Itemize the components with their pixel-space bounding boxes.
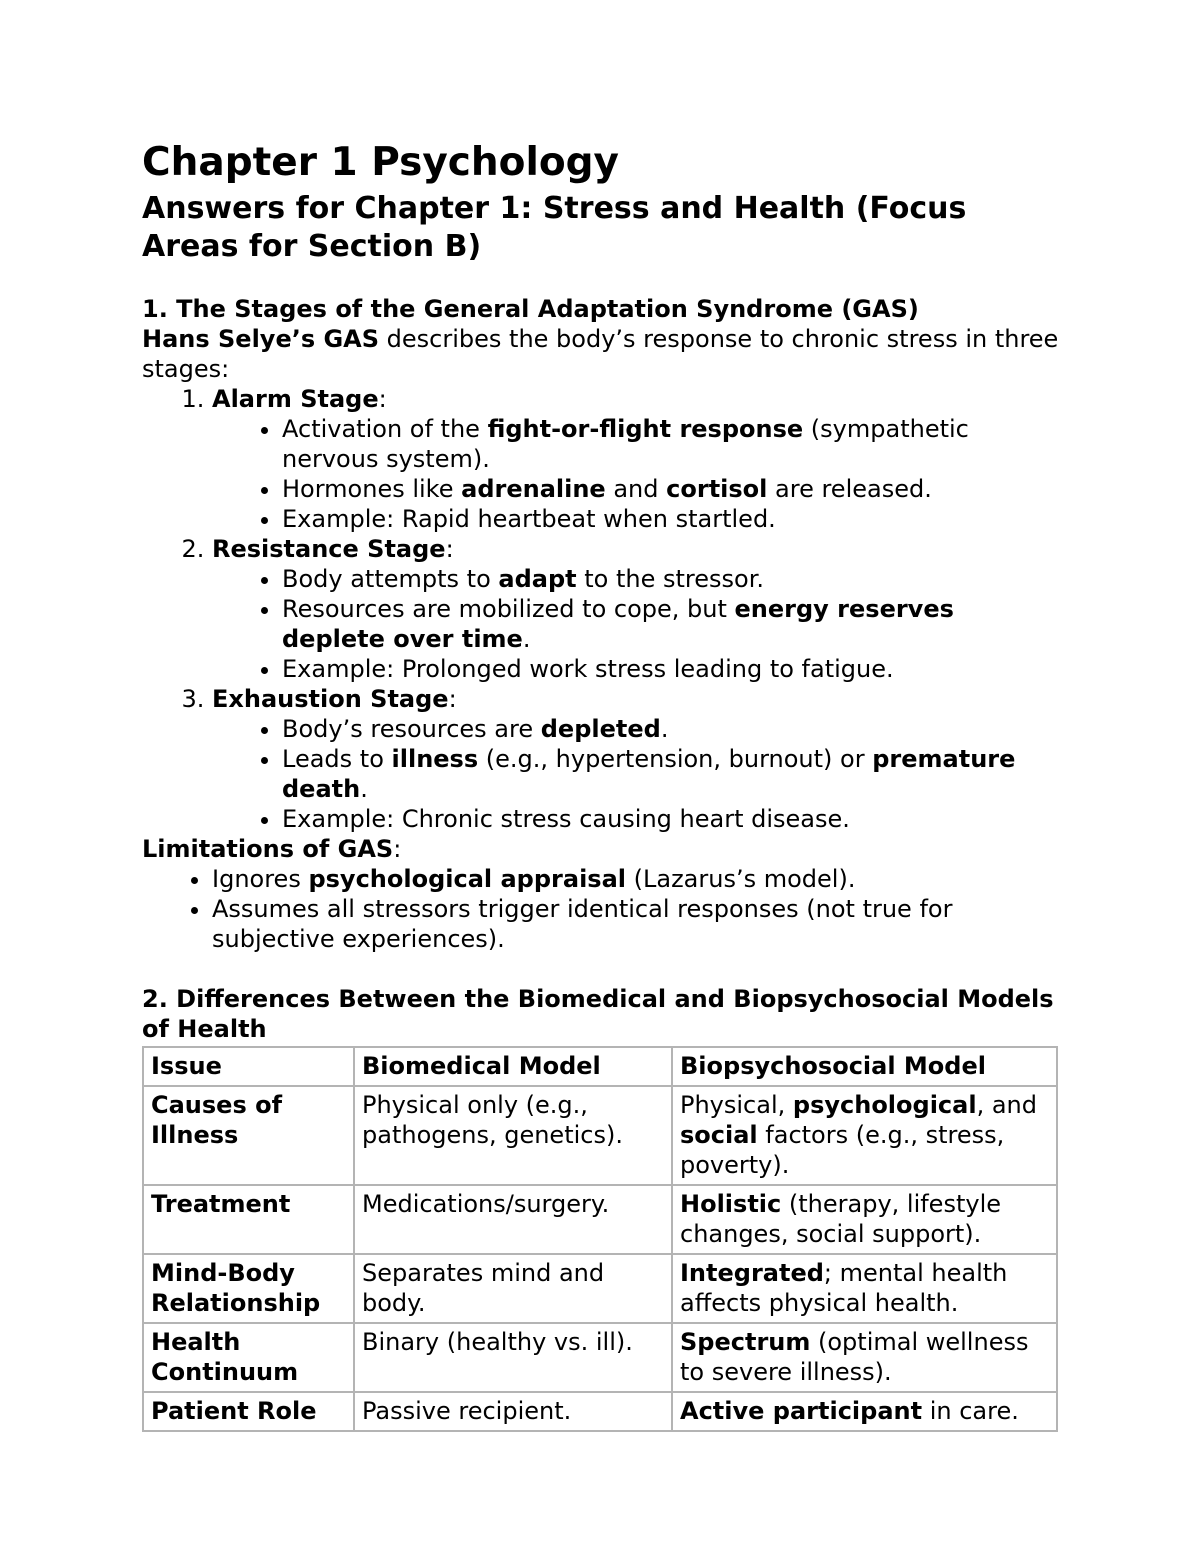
gas-intro-text: describes the body’s response to chronic stress in three stages: xyxy=(142,325,1059,383)
table-header-row xyxy=(143,1047,1057,1086)
document-page xyxy=(142,138,1062,1432)
issue-cell: Mind-Body Relationship xyxy=(143,1254,354,1323)
biopsychosocial-cell: Holistic (therapy, lifestyle changes, social support). xyxy=(672,1185,1057,1254)
bullet-item: • Body attempts to adapt to the stressor. xyxy=(282,564,1062,594)
bullet-item: • Activation of the fight-or-flight response (sympathetic nervous system). xyxy=(282,414,1062,474)
table-row xyxy=(143,1086,1057,1185)
biomedical-cell: Separates mind and body. xyxy=(354,1254,672,1323)
biomedical-cell: Physical only (e.g., pathogens, genetics). xyxy=(354,1086,672,1185)
stage-item: 2. Resistance Stage: • Body attempts to adapt to the stressor. • Resources are mobilized to cope, but energy reserves deplete over time. • Example: Prolonged work stress leading to fatigue. xyxy=(212,534,1062,684)
biomedical-cell: Passive recipient. xyxy=(354,1392,672,1431)
page-subtitle: Answers for Chapter 1: Stress and Health (Focus Areas for Section B) xyxy=(142,191,967,264)
gas-stages-list xyxy=(142,384,1062,834)
gas-intro-bold: Hans Selye’s GAS xyxy=(142,325,380,353)
limitations-heading: Limitations of GAS: xyxy=(142,835,402,863)
bullet-item: • Leads to illness (e.g., hypertension, burnout) or premature death. xyxy=(282,744,1062,804)
bullet-item: • Hormones like adrenaline and cortisol are released. xyxy=(282,474,1062,504)
stage-name: Alarm Stage xyxy=(212,385,379,413)
table-row xyxy=(143,1323,1057,1392)
column-header: Biomedical Model xyxy=(354,1047,672,1086)
table-row xyxy=(143,1185,1057,1254)
column-header: Biopsychosocial Model xyxy=(672,1047,1057,1086)
biopsychosocial-cell: Integrated; mental health affects physical health. xyxy=(672,1254,1057,1323)
section-2-heading: 2. Differences Between the Biomedical and Biopsychosocial Models of Health xyxy=(142,985,1054,1043)
limitation-item: • Assumes all stressors trigger identical responses (not true for subjective experiences). xyxy=(212,894,1062,954)
page-title: Chapter 1 Psychology xyxy=(142,140,619,185)
stage-bullets xyxy=(212,414,1062,534)
stage-name: Resistance Stage xyxy=(212,535,446,563)
limitations-list xyxy=(142,864,1062,954)
table-row xyxy=(143,1254,1057,1323)
bullet-item: • Body’s resources are depleted. xyxy=(282,714,1062,744)
biopsychosocial-cell: Active participant in care. xyxy=(672,1392,1057,1431)
bullet-item: • Example: Chronic stress causing heart disease. xyxy=(282,804,1062,834)
table-row xyxy=(143,1392,1057,1431)
limitation-item: • Ignores psychological appraisal (Lazarus’s model). xyxy=(212,864,1062,894)
stage-bullets xyxy=(212,714,1062,834)
biopsychosocial-cell: Spectrum (optimal wellness to severe illness). xyxy=(672,1323,1057,1392)
biomedical-cell: Medications/surgery. xyxy=(354,1185,672,1254)
biomedical-cell: Binary (healthy vs. ill). xyxy=(354,1323,672,1392)
stage-name: Exhaustion Stage xyxy=(212,685,449,713)
models-comparison-table xyxy=(142,1046,1058,1432)
issue-cell: Causes of Illness xyxy=(143,1086,354,1185)
issue-cell: Treatment xyxy=(143,1185,354,1254)
section-1-heading: 1. The Stages of the General Adaptation Syndrome (GAS) xyxy=(142,295,919,323)
bullet-item: • Resources are mobilized to cope, but energy reserves deplete over time. xyxy=(282,594,1062,654)
issue-cell: Health Continuum xyxy=(143,1323,354,1392)
stage-bullets xyxy=(212,564,1062,684)
issue-cell: Patient Role xyxy=(143,1392,354,1431)
bullet-item: • Example: Prolonged work stress leading to fatigue. xyxy=(282,654,1062,684)
stage-item: 1. Alarm Stage: • Activation of the fight-or-flight response (sympathetic nervous system). • Hormones like adrenaline and cortisol are released. • Example: Rapid heartbeat when startled. xyxy=(212,384,1062,534)
column-header: Issue xyxy=(143,1047,354,1086)
stage-item: 3. Exhaustion Stage: • Body’s resources are depleted. • Leads to illness (e.g., hypertension, burnout) or premature death. • Example: Chronic stress causing heart disease. xyxy=(212,684,1062,834)
biopsychosocial-cell: Physical, psychological, and social factors (e.g., stress, poverty). xyxy=(672,1086,1057,1185)
gas-intro xyxy=(142,324,1062,384)
bullet-item: • Example: Rapid heartbeat when startled. xyxy=(282,504,1062,534)
